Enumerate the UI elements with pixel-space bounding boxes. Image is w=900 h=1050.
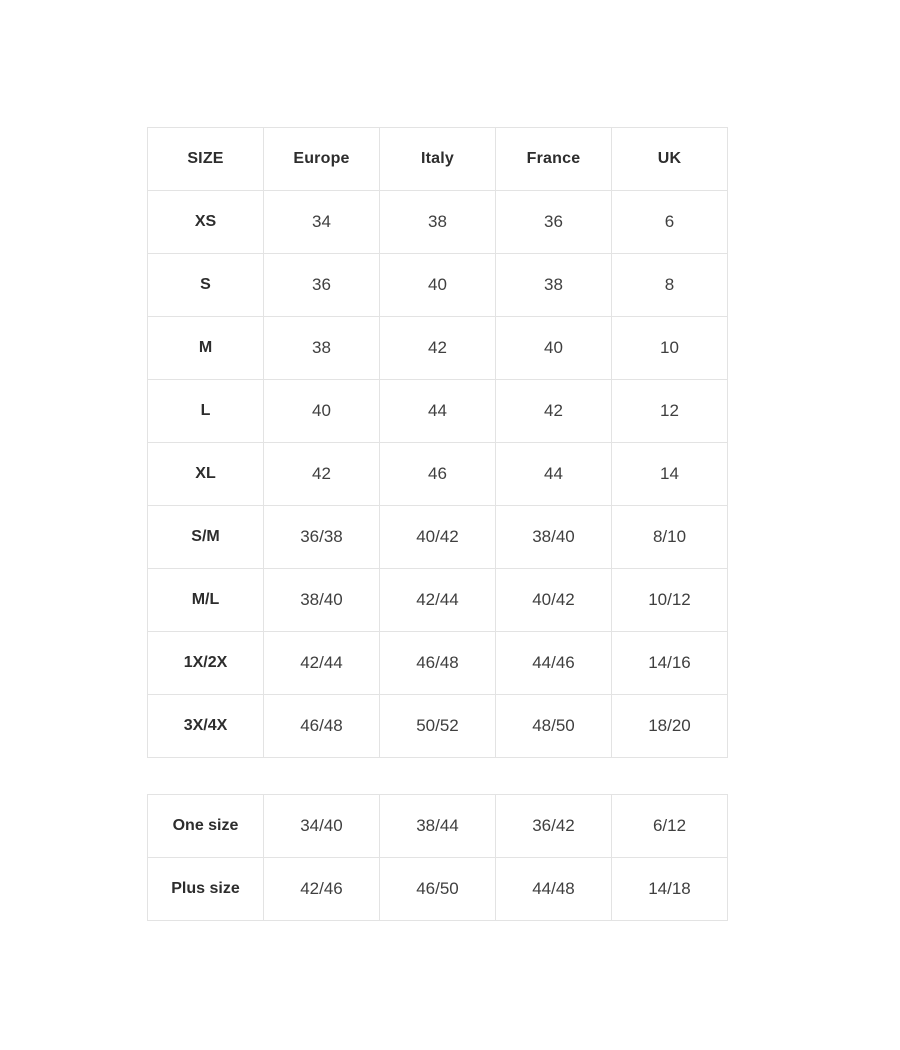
table-row-s (148, 254, 728, 317)
table-cell: 48/50 (496, 695, 612, 758)
table-cell: 40 (380, 254, 496, 317)
column-header-france: France (496, 128, 612, 191)
row-label: One size (148, 795, 264, 858)
table-cell: 34 (264, 191, 380, 254)
table-cell: 36/38 (264, 506, 380, 569)
table-cell: 42/44 (380, 569, 496, 632)
table-cell: 42 (496, 380, 612, 443)
table-row-plus-size (148, 858, 728, 921)
table-row-m (148, 317, 728, 380)
column-header-italy: Italy (380, 128, 496, 191)
table-cell: 42/46 (264, 858, 380, 921)
size-conversion-chart (147, 127, 728, 921)
table-cell: 46 (380, 443, 496, 506)
table-cell: 38 (380, 191, 496, 254)
table-row-3x-4x (148, 695, 728, 758)
table-cell: 10/12 (612, 569, 728, 632)
table-cell: 12 (612, 380, 728, 443)
table-row-s-m (148, 506, 728, 569)
table-cell: 42 (380, 317, 496, 380)
table-cell: 44/46 (496, 632, 612, 695)
table-cell: 38/44 (380, 795, 496, 858)
table-cell: 40/42 (496, 569, 612, 632)
table-cell: 6 (612, 191, 728, 254)
table-cell: 44/48 (496, 858, 612, 921)
table-cell: 10 (612, 317, 728, 380)
table-cell: 34/40 (264, 795, 380, 858)
table-cell: 36 (264, 254, 380, 317)
table-row-xl (148, 443, 728, 506)
table-cell: 14/18 (612, 858, 728, 921)
table-cell: 14/16 (612, 632, 728, 695)
table-cell: 38/40 (264, 569, 380, 632)
size-conversion-table (147, 127, 728, 758)
table-row-l (148, 380, 728, 443)
table-row-m-l (148, 569, 728, 632)
table-cell: 50/52 (380, 695, 496, 758)
table-cell: 6/12 (612, 795, 728, 858)
column-header-uk: UK (612, 128, 728, 191)
column-header-size: SIZE (148, 128, 264, 191)
table-cell: 44 (380, 380, 496, 443)
table-cell: 46/48 (264, 695, 380, 758)
special-sizes-table (147, 794, 728, 921)
row-label: 1X/2X (148, 632, 264, 695)
table-cell: 8 (612, 254, 728, 317)
row-label: S (148, 254, 264, 317)
table-cell: 44 (496, 443, 612, 506)
table-cell: 40/42 (380, 506, 496, 569)
table-cell: 38 (264, 317, 380, 380)
table-header-row (148, 128, 728, 191)
table-row-one-size (148, 795, 728, 858)
row-label: S/M (148, 506, 264, 569)
row-label: M (148, 317, 264, 380)
table-cell: 46/50 (380, 858, 496, 921)
table-row-xs (148, 191, 728, 254)
table-row-1x-2x (148, 632, 728, 695)
table-cell: 38/40 (496, 506, 612, 569)
table-cell: 18/20 (612, 695, 728, 758)
row-label: XL (148, 443, 264, 506)
table-cell: 42/44 (264, 632, 380, 695)
table-cell: 42 (264, 443, 380, 506)
row-label: 3X/4X (148, 695, 264, 758)
row-label: XS (148, 191, 264, 254)
table-cell: 8/10 (612, 506, 728, 569)
table-cell: 14 (612, 443, 728, 506)
table-cell: 40 (264, 380, 380, 443)
table-cell: 46/48 (380, 632, 496, 695)
row-label: L (148, 380, 264, 443)
column-header-europe: Europe (264, 128, 380, 191)
table-cell: 38 (496, 254, 612, 317)
row-label: M/L (148, 569, 264, 632)
table-cell: 36 (496, 191, 612, 254)
row-label: Plus size (148, 858, 264, 921)
table-cell: 40 (496, 317, 612, 380)
table-cell: 36/42 (496, 795, 612, 858)
